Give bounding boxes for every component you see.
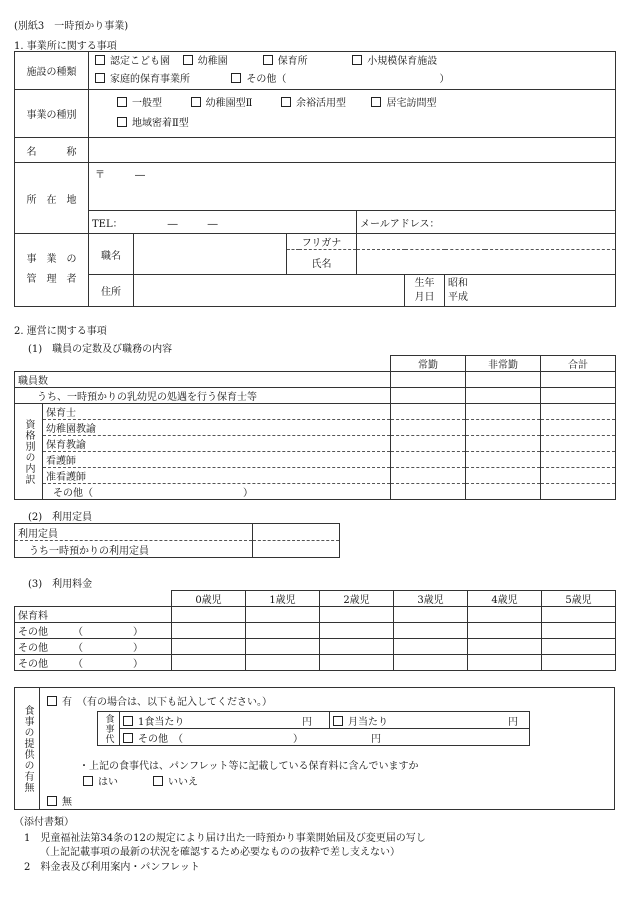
- cell[interactable]: [320, 607, 394, 623]
- capacity-table: [14, 523, 340, 558]
- meal-box: [14, 687, 615, 810]
- cell[interactable]: [391, 372, 466, 388]
- qual-row-label: 保育士: [43, 404, 391, 420]
- col-total: 合計: [541, 356, 616, 372]
- cell[interactable]: [320, 639, 394, 655]
- cell[interactable]: [320, 655, 394, 671]
- cell[interactable]: [468, 639, 542, 655]
- qual-row-label: 看護師: [43, 452, 391, 468]
- fee-col: 1歳児: [246, 591, 320, 607]
- qual-row-label: 幼稚園教諭: [43, 420, 391, 436]
- cell[interactable]: [541, 484, 616, 500]
- cell[interactable]: [466, 468, 541, 484]
- name-field[interactable]: [89, 138, 616, 163]
- fullname-field[interactable]: [357, 250, 616, 275]
- staff-sub-label: うち、一時預かりの乳幼児の処遇を行う保育士等: [15, 388, 391, 404]
- cell[interactable]: [468, 607, 542, 623]
- checkbox-home-based[interactable]: 家庭的保育事業所: [95, 74, 190, 85]
- capacity-sub-label: うち一時預かりの利用定員: [15, 541, 253, 558]
- attach-item-1: 1 児童福祉法第34条の12の規定により届け出た一時預かり事業開始届及び変更届の写し: [24, 833, 426, 844]
- meal-month-option[interactable]: 月当たり 円: [330, 712, 530, 729]
- checkbox-general[interactable]: 一般型: [117, 98, 162, 109]
- home-field[interactable]: [134, 275, 405, 307]
- section1-title: 1. 事業所に関する事項: [14, 41, 117, 52]
- cell[interactable]: [466, 484, 541, 500]
- staff-count-label: 職員数: [15, 372, 391, 388]
- cell[interactable]: [541, 468, 616, 484]
- checkbox-small-scale[interactable]: 小規模保育施設: [352, 56, 437, 67]
- cell[interactable]: [468, 623, 542, 639]
- tel-field[interactable]: TEL： ― ―: [89, 211, 357, 234]
- cell[interactable]: [246, 639, 320, 655]
- fee-row-label: その他 （ ）: [15, 655, 172, 671]
- cell[interactable]: [541, 420, 616, 436]
- meal-label: 食事の提供の有無: [15, 688, 40, 809]
- cell[interactable]: [468, 655, 542, 671]
- business-type-label: 事業の種別: [15, 90, 89, 138]
- cell[interactable]: [246, 607, 320, 623]
- birth-label: 生年 月日: [405, 275, 445, 307]
- qual-row-label: その他（ ）: [43, 484, 391, 500]
- checkbox-youchien-2[interactable]: 幼稚園型Ⅱ: [191, 98, 253, 109]
- birth-era[interactable]: 昭和 平成: [445, 275, 616, 307]
- email-field[interactable]: メールアドレス：: [357, 211, 616, 234]
- meal-included-yes[interactable]: はい: [83, 773, 118, 788]
- home-label: 住所: [89, 275, 134, 307]
- checkbox-nintei[interactable]: 認定こども園: [95, 56, 170, 67]
- cell[interactable]: [541, 452, 616, 468]
- role-label: 職名: [89, 234, 134, 275]
- fee-subtitle: (3) 利用料金: [28, 579, 93, 590]
- capacity-field[interactable]: [253, 524, 340, 541]
- cell[interactable]: [172, 623, 246, 639]
- meal-cost-table: [97, 711, 530, 746]
- cell[interactable]: [542, 655, 616, 671]
- qual-row-label: 准看護師: [43, 468, 391, 484]
- cell[interactable]: [541, 388, 616, 404]
- cell[interactable]: [172, 639, 246, 655]
- cell[interactable]: [542, 607, 616, 623]
- cell[interactable]: [394, 655, 468, 671]
- meal-per-option[interactable]: 1食当たり 円: [120, 712, 330, 729]
- meal-cost-label: 食事代: [98, 712, 120, 746]
- cell[interactable]: [391, 420, 466, 436]
- name-label: 名 称: [15, 138, 89, 163]
- role-field[interactable]: [134, 234, 287, 275]
- cell[interactable]: [466, 372, 541, 388]
- fee-row-label: 保育料: [15, 607, 172, 623]
- fullname-label: 氏名: [287, 250, 357, 275]
- cell[interactable]: [466, 420, 541, 436]
- fee-row-label: その他 （ ）: [15, 639, 172, 655]
- attach-title: （添付書類）: [14, 817, 74, 828]
- cell[interactable]: [542, 639, 616, 655]
- fee-row-label: その他 （ ）: [15, 623, 172, 639]
- cell[interactable]: [172, 607, 246, 623]
- capacity-sub-field[interactable]: [253, 541, 340, 558]
- fee-col: 0歳児: [172, 591, 246, 607]
- col-parttime: 非常勤: [466, 356, 541, 372]
- fee-col: 4歳児: [468, 591, 542, 607]
- manager-label: 事 業 の 管 理 者: [15, 234, 89, 307]
- cell[interactable]: [394, 639, 468, 655]
- meal-yes-option[interactable]: 有 （有の場合は、以下も記入してください。）: [47, 693, 272, 708]
- qual-row-label: 保育教諭: [43, 436, 391, 452]
- furigana-field[interactable]: [357, 234, 616, 250]
- facility-type-label: 施設の種類: [15, 52, 89, 90]
- cell[interactable]: [466, 388, 541, 404]
- furigana-label: フリガナ: [287, 234, 357, 250]
- cell[interactable]: [541, 436, 616, 452]
- cell[interactable]: [391, 468, 466, 484]
- attach-item-1-note: （上記記載事項の最新の状況を確認するため必要なものの抜粋で差し支えない）: [40, 847, 400, 858]
- checkbox-hoikusho[interactable]: 保育所: [263, 56, 308, 67]
- checkbox-youchien[interactable]: 幼稚園: [183, 56, 228, 67]
- cell[interactable]: [466, 452, 541, 468]
- cell[interactable]: [541, 404, 616, 420]
- doc-header: (別紙3 一時預かり事業): [14, 21, 129, 32]
- address-label: 所 在 地: [15, 163, 89, 234]
- qual-label: 資格別の内訳: [15, 404, 43, 500]
- cell[interactable]: [542, 623, 616, 639]
- cell[interactable]: [391, 436, 466, 452]
- paren-close: ）: [439, 73, 450, 85]
- checkbox-surplus[interactable]: 余裕活用型: [281, 98, 346, 109]
- fee-col: 2歳児: [320, 591, 394, 607]
- cell[interactable]: [246, 623, 320, 639]
- facility-table: [14, 51, 616, 307]
- staff-table: [14, 355, 616, 500]
- fee-table: [14, 590, 616, 671]
- cell[interactable]: [466, 404, 541, 420]
- attach-item-2: 2 料金表及び利用案内・パンフレット: [24, 862, 200, 873]
- staff-subtitle: (1) 職員の定数及び職務の内容: [28, 344, 173, 355]
- cell[interactable]: [391, 452, 466, 468]
- meal-no-option[interactable]: 無: [47, 793, 72, 808]
- cell[interactable]: [172, 655, 246, 671]
- capacity-label: 利用定員: [15, 524, 253, 541]
- cell[interactable]: [466, 436, 541, 452]
- checkbox-community[interactable]: 地域密着Ⅱ型: [117, 118, 189, 129]
- cell[interactable]: [391, 388, 466, 404]
- cell[interactable]: [541, 372, 616, 388]
- cell[interactable]: [320, 623, 394, 639]
- checkbox-facility-other[interactable]: その他（: [231, 74, 286, 85]
- col-fulltime: 常勤: [391, 356, 466, 372]
- meal-question: ・上記の食事代は、パンフレット等に記載している保育料に含んでいますか: [79, 761, 419, 772]
- cell[interactable]: [391, 404, 466, 420]
- postal-field[interactable]: 〒 ―: [89, 163, 616, 211]
- fee-col: 5歳児: [542, 591, 616, 607]
- cell[interactable]: [391, 484, 466, 500]
- checkbox-home-visit[interactable]: 居宅訪問型: [371, 98, 436, 109]
- meal-other-option[interactable]: その他 （ ） 円: [120, 729, 530, 746]
- section2-title: 2. 運営に関する事項: [14, 326, 107, 337]
- capacity-subtitle: (2) 利用定員: [28, 512, 93, 523]
- fee-col: 3歳児: [394, 591, 468, 607]
- cell[interactable]: [246, 655, 320, 671]
- cell[interactable]: [394, 623, 468, 639]
- meal-included-no[interactable]: いいえ: [153, 773, 198, 788]
- cell[interactable]: [394, 607, 468, 623]
